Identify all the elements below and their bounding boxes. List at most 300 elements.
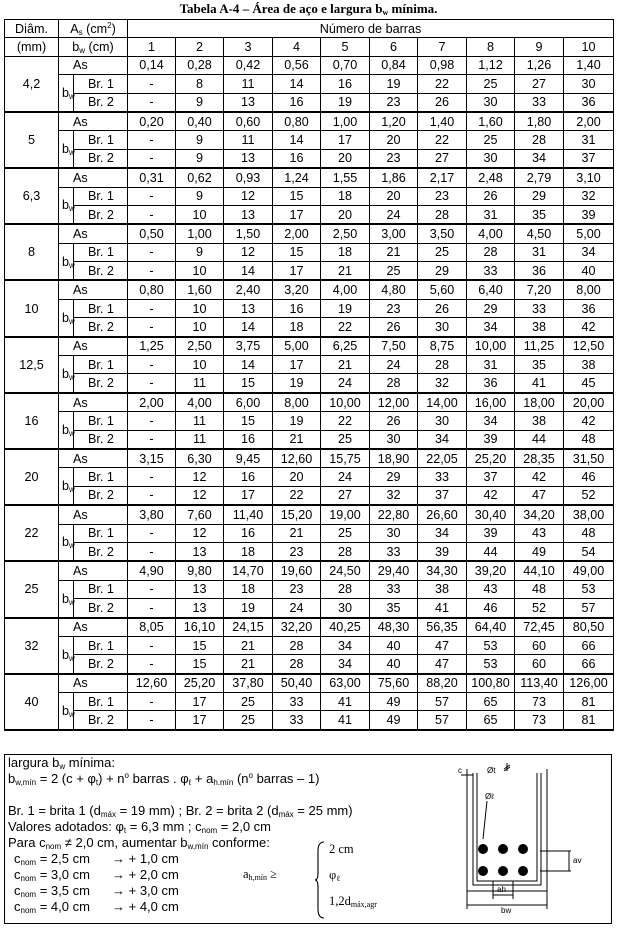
header-count: 10 (564, 38, 614, 56)
table-cell: 31 (564, 131, 614, 149)
table-cell: 42 (467, 486, 515, 505)
table-cell: 40 (370, 655, 418, 674)
table-cell: - (128, 599, 176, 618)
table-cell: 18,90 (370, 449, 418, 468)
table-cell: 42 (515, 468, 564, 486)
row-label-br2: Br. 2 (74, 430, 128, 449)
table-row (5, 524, 614, 542)
table-cell: 11 (176, 412, 224, 430)
table-cell: - (128, 468, 176, 486)
note-para-cnom: Para $c_{nom} \ne 2,0$ cm, aumentar $b_{w,mín}$ conforme: (8, 835, 270, 851)
table-cell: - (128, 374, 176, 393)
table-cell: 72,45 (515, 618, 564, 637)
table-row (5, 374, 614, 393)
table-cell: - (128, 205, 176, 224)
table-cell: 30 (467, 93, 515, 112)
table-cell: - (128, 149, 176, 168)
beam-section-sketch (447, 763, 597, 915)
table-cell: 6,30 (176, 449, 224, 468)
table-cell: 38 (515, 412, 564, 430)
table-cell: 18 (224, 542, 273, 561)
table-cell: 46 (467, 599, 515, 618)
table-cell: 30,40 (467, 505, 515, 524)
header-count: 5 (321, 38, 370, 56)
row-label-as: As (59, 337, 128, 356)
table-cell: - (128, 580, 176, 598)
row-label-br1: Br. 1 (74, 580, 128, 598)
table-cell: 15 (176, 655, 224, 674)
table-cell: 30 (321, 599, 370, 618)
table-cell: 1,25 (128, 337, 176, 356)
table-cell: 25 (224, 693, 273, 711)
table-cell: 38 (564, 356, 614, 374)
table-cell: 0,31 (128, 168, 176, 187)
table-cell: 22 (321, 318, 370, 337)
table-row (5, 393, 614, 412)
table-cell: 60 (515, 636, 564, 654)
row-label-as: As (59, 449, 128, 468)
table-row (5, 468, 614, 486)
diameter-cell: 32 (5, 618, 59, 674)
table-cell: 32 (418, 374, 467, 393)
table-cell: 7,20 (515, 280, 564, 299)
table-cell: 8,00 (564, 280, 614, 299)
header-bw: $b_w$ (cm) (59, 38, 128, 56)
table-cell: 1,26 (515, 56, 564, 74)
table-cell: 24 (321, 468, 370, 486)
av-dim (540, 851, 571, 871)
label-c: c (458, 766, 462, 775)
row-label-br1: Br. 1 (74, 356, 128, 374)
table-cell: 15 (273, 243, 321, 261)
row-label-br1: Br. 1 (74, 131, 128, 149)
table-cell: 35 (515, 205, 564, 224)
table-row (5, 56, 614, 74)
table-cell: 39 (467, 430, 515, 449)
table-cell: 1,00 (176, 224, 224, 243)
label-bw: bw (501, 906, 512, 915)
row-label-as: As (59, 56, 128, 74)
table-cell: 36 (467, 374, 515, 393)
table-cell: - (128, 356, 176, 374)
table-cell: 18 (273, 318, 321, 337)
table-cell: 12,00 (370, 393, 418, 412)
row-label-bw: $b_w$ (59, 693, 74, 730)
formula-opt-2cm: 2 cm (329, 842, 354, 856)
row-label-as: As (59, 674, 128, 693)
table-cell: 32 (370, 486, 418, 505)
table-cell: 50,40 (273, 674, 321, 693)
table-cell: 14 (273, 75, 321, 93)
table-cell: 19,60 (273, 561, 321, 580)
table-row (5, 505, 614, 524)
table-row (5, 149, 614, 168)
table-title: Tabela A-4 – Área de aço e largura $b_w$ mínima. (179, 1, 438, 17)
header-count: 2 (176, 38, 224, 56)
table-cell: 21 (370, 243, 418, 261)
row-label-bw: $b_w$ (59, 299, 74, 336)
table-cell: 9 (176, 149, 224, 168)
table-cell: 25 (418, 243, 467, 261)
table-cell: 34 (418, 430, 467, 449)
table-cell: 23 (273, 580, 321, 598)
table-cell: 81 (564, 711, 614, 730)
table-cell: 5,00 (273, 337, 321, 356)
table-cell: 0,70 (321, 56, 370, 74)
table-cell: 65 (467, 693, 515, 711)
table-cell: 57 (418, 711, 467, 730)
table-cell: 11,25 (515, 337, 564, 356)
table-row (5, 655, 614, 674)
table-cell: 17 (224, 486, 273, 505)
table-cell: 48,30 (370, 618, 418, 637)
table-cell: 41 (515, 374, 564, 393)
table-cell: 0,56 (273, 56, 321, 74)
table-cell: 1,12 (467, 56, 515, 74)
row-label-br2: Br. 2 (74, 711, 128, 730)
row-label-bw: $b_w$ (59, 356, 74, 393)
formula-opt-phi: $\varphi_\ell$ (329, 868, 341, 883)
table-row (5, 131, 614, 149)
table-cell: 22,05 (418, 449, 467, 468)
table-cell: 29 (418, 262, 467, 281)
table-cell: 11 (224, 75, 273, 93)
table-cell: 16 (224, 430, 273, 449)
table-cell: 1,55 (321, 168, 370, 187)
table-row (5, 486, 614, 505)
table-cell: 25 (370, 262, 418, 281)
table-cell: 25 (321, 524, 370, 542)
row-label-as: As (59, 168, 128, 187)
table-cell: 2,79 (515, 168, 564, 187)
table-cell: 0,98 (418, 56, 467, 74)
table-cell: 15 (224, 412, 273, 430)
header-count: 3 (224, 38, 273, 56)
footer-notes (4, 754, 612, 924)
table-cell: 40 (564, 262, 614, 281)
table-cell: 66 (564, 636, 614, 654)
table-cell: 20 (321, 149, 370, 168)
table-cell: 21 (321, 356, 370, 374)
table-cell: 34 (467, 412, 515, 430)
table-cell: 25 (321, 430, 370, 449)
table-cell: 39 (418, 542, 467, 561)
table-cell: 14 (224, 318, 273, 337)
table-row (5, 299, 614, 317)
table-cell: 13 (176, 599, 224, 618)
table-row (5, 112, 614, 131)
table-cell: 24 (321, 374, 370, 393)
table-cell: 23 (273, 542, 321, 561)
table-cell: 17 (176, 693, 224, 711)
table-cell: 27 (515, 75, 564, 93)
table-cell: 39,20 (467, 561, 515, 580)
table-row (5, 561, 614, 580)
table-cell: - (128, 486, 176, 505)
diameter-cell: 6,3 (5, 168, 59, 224)
label-phi-l: Øℓ (485, 792, 494, 801)
table-cell: 0,28 (176, 56, 224, 74)
table-cell: 46 (564, 468, 614, 486)
table-row (5, 187, 614, 205)
table-cell: - (128, 243, 176, 261)
table-cell: 16 (273, 93, 321, 112)
table-cell: 19,00 (321, 505, 370, 524)
table-cell: 23 (370, 149, 418, 168)
table-cell: 6,40 (467, 280, 515, 299)
table-cell: 14 (224, 262, 273, 281)
table-cell: 37 (418, 486, 467, 505)
table-cell: 49 (515, 542, 564, 561)
table-cell: 3,20 (273, 280, 321, 299)
table-cell: 4,80 (370, 280, 418, 299)
row-label-bw: $b_w$ (59, 524, 74, 561)
table-cell: 0,40 (176, 112, 224, 131)
table-cell: 0,50 (128, 224, 176, 243)
table-cell: 47 (418, 636, 467, 654)
table-row (5, 693, 614, 711)
table-cell: 1,86 (370, 168, 418, 187)
row-label-bw: $b_w$ (59, 580, 74, 617)
table-cell: 30 (370, 524, 418, 542)
note-bw-formula: $b_{w,mín} = 2$ $(c + \varphi_t) + n^o$ barras . $\varphi_\ell + a_{h.mín}$ ($n^o$ barras – 1) (8, 771, 320, 787)
table-cell: 23 (370, 93, 418, 112)
table-cell: 31,50 (564, 449, 614, 468)
table-cell: 16 (273, 299, 321, 317)
table-cell: 22 (273, 486, 321, 505)
row-label-br2: Br. 2 (74, 542, 128, 561)
table-cell: 21 (321, 262, 370, 281)
table-cell: 53 (564, 580, 614, 598)
row-label-br2: Br. 2 (74, 486, 128, 505)
table-cell: 41 (321, 693, 370, 711)
table-cell: 15 (224, 374, 273, 393)
table-cell: 88,20 (418, 674, 467, 693)
table-cell: 19 (321, 299, 370, 317)
table-cell: 1,80 (515, 112, 564, 131)
table-cell: 16 (224, 468, 273, 486)
table-cell: 2,00 (128, 393, 176, 412)
header-count: 4 (273, 38, 321, 56)
table-cell: - (128, 131, 176, 149)
table-cell: 22 (418, 75, 467, 93)
table-cell: 3,50 (418, 224, 467, 243)
row-label-bw: $b_w$ (59, 187, 74, 224)
table-cell: - (128, 542, 176, 561)
table-cell: 28,35 (515, 449, 564, 468)
table-cell: 32,20 (273, 618, 321, 637)
table-cell: 19 (273, 412, 321, 430)
table-cell: 28 (418, 205, 467, 224)
table-cell: 44 (515, 430, 564, 449)
diameter-cell: 25 (5, 561, 59, 617)
formula-brace (315, 841, 325, 919)
table-cell: 35 (370, 599, 418, 618)
table-cell: 38 (418, 580, 467, 598)
table-cell: 3,75 (224, 337, 273, 356)
row-label-br1: Br. 1 (74, 243, 128, 261)
table-cell: 30 (418, 412, 467, 430)
table-row (5, 262, 614, 281)
table-cell: 26 (418, 299, 467, 317)
table-cell: 26 (467, 187, 515, 205)
table-cell: 34 (564, 243, 614, 261)
table-cell: 25 (224, 711, 273, 730)
row-label-br1: Br. 1 (74, 524, 128, 542)
table-cell: 14,00 (418, 393, 467, 412)
table-cell: 25 (467, 75, 515, 93)
table-cell: 64,40 (467, 618, 515, 637)
break-mark (504, 763, 510, 771)
row-label-br1: Br. 1 (74, 299, 128, 317)
row-label-br1: Br. 1 (74, 636, 128, 654)
table-cell: 30 (418, 318, 467, 337)
table-cell: 20 (273, 468, 321, 486)
table-row (5, 356, 614, 374)
table-cell: 65 (467, 711, 515, 730)
table-cell: 56,35 (418, 618, 467, 637)
table-row (5, 618, 614, 637)
ah-min-formula: $a_{h,mín}$ ≥ 2 cm $\varphi_\ell$ $1,2d_{máx,agr}$ (243, 839, 373, 923)
diameter-cell: 8 (5, 224, 59, 280)
row-label-bw: $b_w$ (59, 468, 74, 505)
table-cell: 4,50 (515, 224, 564, 243)
diameter-cell: 5 (5, 112, 59, 168)
row-label-bw: $b_w$ (59, 412, 74, 449)
table-cell: 53 (467, 636, 515, 654)
table-cell: 31 (467, 356, 515, 374)
table-cell: 16,10 (176, 618, 224, 637)
table-cell: 4,90 (128, 561, 176, 580)
table-cell: 16 (224, 524, 273, 542)
table-cell: 38,00 (564, 505, 614, 524)
table-cell: 37 (564, 149, 614, 168)
table-cell: 33 (467, 262, 515, 281)
diameter-cell: 20 (5, 449, 59, 505)
table-cell: 19 (321, 93, 370, 112)
table-cell: 34,30 (418, 561, 467, 580)
table-cell: 26 (370, 412, 418, 430)
table-cell: 18 (224, 580, 273, 598)
table-cell: 16,00 (467, 393, 515, 412)
table-cell: 1,60 (467, 112, 515, 131)
table-cell: 22 (321, 412, 370, 430)
table-cell: - (128, 430, 176, 449)
row-label-as: As (59, 505, 128, 524)
table-cell: 14 (273, 131, 321, 149)
table-cell: 24 (370, 356, 418, 374)
table-cell: 39 (467, 524, 515, 542)
table-cell: 12 (176, 486, 224, 505)
table-cell: 6,00 (224, 393, 273, 412)
table-cell: 113,40 (515, 674, 564, 693)
table-cell: 34 (321, 636, 370, 654)
table-cell: 17 (273, 356, 321, 374)
table-cell: 11,40 (224, 505, 273, 524)
table-cell: 12,60 (128, 674, 176, 693)
table-cell: 20 (370, 131, 418, 149)
table-cell: 8,75 (418, 337, 467, 356)
table-cell: 48 (564, 524, 614, 542)
rebar-dots (478, 844, 528, 876)
table-cell: 42 (564, 412, 614, 430)
table-cell: 44 (467, 542, 515, 561)
phi-l-leader (483, 801, 487, 839)
table-cell: 24 (370, 205, 418, 224)
table-row (5, 674, 614, 693)
table-cell: 29 (515, 187, 564, 205)
table-cell: 9 (176, 131, 224, 149)
table-cell: 4,00 (176, 393, 224, 412)
row-label-as: As (59, 224, 128, 243)
row-label-bw: $b_w$ (59, 75, 74, 112)
table-cell: 12,60 (273, 449, 321, 468)
table-cell: 25 (467, 131, 515, 149)
table-cell: 45 (564, 374, 614, 393)
table-cell: 10 (176, 262, 224, 281)
steel-area-table (4, 19, 614, 731)
table-cell: 30 (564, 75, 614, 93)
table-row (5, 430, 614, 449)
table-cell: 21 (273, 430, 321, 449)
row-label-bw: $b_w$ (59, 243, 74, 280)
table-cell: 15 (273, 187, 321, 205)
table-cell: 9,80 (176, 561, 224, 580)
table-row (5, 711, 614, 730)
label-ah: ah (497, 885, 506, 894)
table-cell: 33 (273, 711, 321, 730)
table-cell: 34 (321, 655, 370, 674)
table-cell: 36 (564, 299, 614, 317)
table-cell: 47 (418, 655, 467, 674)
diameter-cell: 40 (5, 674, 59, 730)
cnom-item: $c_{nom} = 3,5$ cm → + 3,0 cm (14, 883, 179, 899)
table-cell: 5,00 (564, 224, 614, 243)
table-cell: 21 (224, 655, 273, 674)
table-cell: 2,40 (224, 280, 273, 299)
table-cell: 28 (370, 374, 418, 393)
diameter-cell: 12,5 (5, 337, 59, 393)
table-cell: 33 (273, 693, 321, 711)
table-cell: 2,50 (321, 224, 370, 243)
table-row (5, 168, 614, 187)
table-cell: 2,48 (467, 168, 515, 187)
table-cell: 126,00 (564, 674, 614, 693)
note-brita: Br. 1 = brita 1 ($d_{máx} = 19$ mm) ; Br. 2 = brita 2 ($d_{máx} = 25$ mm) (8, 803, 353, 819)
table-row (5, 449, 614, 468)
table-cell: 13 (176, 580, 224, 598)
table-cell: 1,00 (321, 112, 370, 131)
table-cell: 0,93 (224, 168, 273, 187)
row-label-br1: Br. 1 (74, 187, 128, 205)
diameter-cell: 22 (5, 505, 59, 561)
header-count: 9 (515, 38, 564, 56)
table-cell: - (128, 299, 176, 317)
table-row (5, 224, 614, 243)
diameter-cell: 4,2 (5, 56, 59, 112)
table-cell: 42 (564, 318, 614, 337)
table-row (5, 93, 614, 112)
table-cell: 0,84 (370, 56, 418, 74)
table-cell: 40,25 (321, 618, 370, 637)
table-cell: 43 (515, 524, 564, 542)
table-row (5, 636, 614, 654)
table-cell: 15,75 (321, 449, 370, 468)
table-cell: 17 (273, 262, 321, 281)
table-cell: 16 (321, 75, 370, 93)
table-cell: 73 (515, 711, 564, 730)
table-cell: 21 (273, 524, 321, 542)
